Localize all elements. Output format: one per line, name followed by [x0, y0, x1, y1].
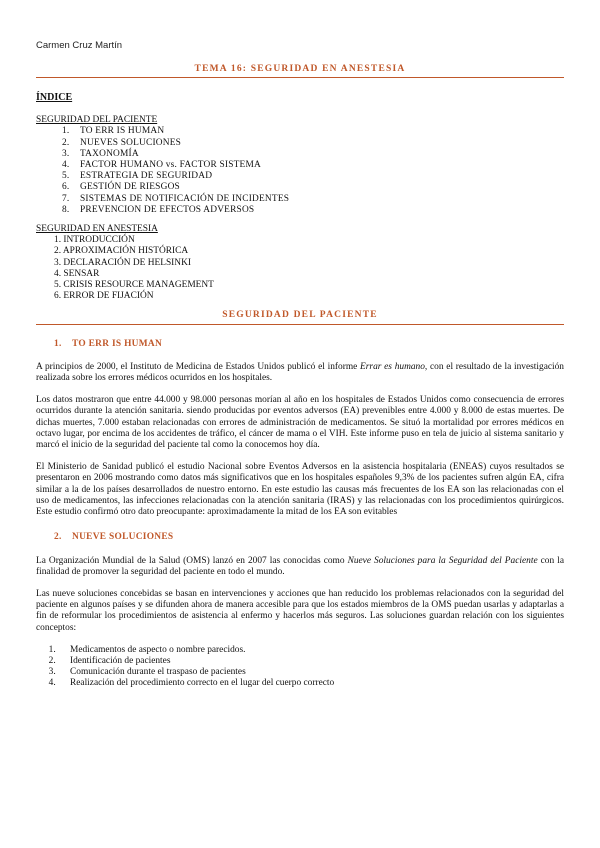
- toc-anesthesia-heading: SEGURIDAD EN ANESTESIA: [36, 224, 158, 235]
- toc-item: 6. GESTIÓN DE RIESGOS: [72, 182, 564, 193]
- list-item: 1. Medicamentos de aspecto o nombre parecidos.: [58, 645, 564, 656]
- toc-item: 4. FACTOR HUMANO vs. FACTOR SISTEMA: [72, 160, 564, 171]
- toc-item: 3. TAXONOMÍA: [72, 149, 564, 160]
- author-name: Carmen Cruz Martín: [36, 40, 123, 51]
- subsection-number: 1.: [54, 338, 62, 349]
- toc-patient-heading: SEGURIDAD DEL PACIENTE: [36, 115, 158, 126]
- toc-item: 5. ESTRATEGIA DE SEGURIDAD: [72, 171, 564, 182]
- toc-item: 8. PREVENCION DE EFECTOS ADVERSOS: [72, 205, 564, 216]
- toc-item: 7. SISTEMAS DE NOTIFICACIÓN DE INCIDENTES: [72, 194, 564, 205]
- toc-item: 3. DECLARACIÓN DE HELSINKI: [54, 257, 191, 268]
- paragraph: El Ministerio de Sanidad publicó el estudio Nacional sobre Eventos Adversos en la asistencia hospitalaria (ENEAS) cuyos resultados se presentaron en 2006 mostrando como datos más significativos que en los hospitales españoles 9,3% de los pacientes sufren algún EA, cifra similar a la de los países desarrollados de nuestro entorno. En este estudio las causas más frecuentes de los EA son las relacionadas con el uso de medicamentos, las infecciones relacionadas con la atención sanitaria (IRAS) y las relacionadas con los procedimientos quirúrgicos. Este estudio confirmó otro dato preocupante: aproximadamente la mitad de los EA son evitables: [36, 462, 564, 518]
- paragraph: [36, 556, 564, 578]
- list-item: 4. Realización del procedimiento correcto en el lugar del cuerpo correcto: [58, 678, 564, 689]
- toc-item: 2. NUEVES SOLUCIONES: [72, 138, 564, 149]
- list-item: 3. Comunicación durante el traspaso de pacientes: [58, 667, 564, 678]
- paragraph: Los datos mostraron que entre 44.000 y 98.000 personas morían al año en los hospitales de Estados Unidos como consecuencia de errores ocurridos durante la atención sanitaria. siendo producidas por eventos adversos (EA) prevenibles entre 4.000 y 8.000 de estas muertes. De dichas muertes, 7.000 estaban relacionadas con errores de administración de medicamentos. Se situó la mortalidad por errores médicos en octavo lugar, por encima de los accidentes de tráfico, el cáncer de mama o el VIH. Este informe puso en tela de juicio al sistema sanitario y marcó el inicio de la seguridad del paciente tal como la conocemos hoy día.: [36, 395, 564, 451]
- toc-patient-list: [36, 126, 564, 216]
- report-title: Errar es humano: [360, 361, 425, 372]
- paragraph: Las nueve soluciones concebidas se basan en intervenciones y acciones que han reducido los problemas relacionados con la seguridad del paciente en algunos países y se difunden ahora de manera accesible para que los estados miembros de la OMS puedan usarlas y adaptarlas a fin de reformular los procedimientos de asistencia al enfermo y hacerlos más seguros. Las soluciones guardan relación con los siguientes conceptos:: [36, 588, 564, 633]
- paragraph: [36, 362, 564, 384]
- document-body: [36, 92, 564, 690]
- index-heading: ÍNDICE: [36, 92, 73, 103]
- subsection-heading: [54, 339, 564, 350]
- toc-item: 2. APROXIMACIÓN HISTÓRICA: [54, 246, 189, 257]
- toc-item: 5. CRISIS RESOURCE MANAGEMENT: [54, 280, 214, 291]
- list-item: 2. Identificación de pacientes: [58, 656, 564, 667]
- section-title: SEGURIDAD DEL PACIENTE: [36, 310, 564, 324]
- subsection-title: NUEVE SOLUCIONES: [72, 532, 174, 543]
- toc-anesthesia-list: [36, 235, 564, 302]
- paragraph-text: A principios de 2000, el Instituto de Medicina de Estados Unidos publicó el informe: [36, 361, 361, 372]
- toc-item: 4. SENSAR: [54, 268, 100, 279]
- subsection-number: 2.: [54, 532, 62, 543]
- paragraph-text: con la finalidad de promover la seguridad del paciente en todo el mundo.: [36, 555, 564, 577]
- subsection-heading: [54, 532, 564, 543]
- toc-item: 1. INTRODUCCIÓN: [54, 235, 135, 246]
- paragraph-text: La Organización Mundial de la Salud (OMS) lanzó en 2007 las conocidas como: [36, 555, 348, 566]
- paragraph-text: , con el resultado de la investigación realizada sobre los errores médicos ocurridos en los hospitales.: [36, 361, 564, 384]
- subsection-title: TO ERR IS HUMAN: [72, 338, 163, 349]
- concepts-list: [36, 645, 564, 690]
- toc-item: 6. ERROR DE FIJACIÓN: [54, 291, 154, 302]
- page-title: TEMA 16: SEGURIDAD EN ANESTESIA: [36, 64, 564, 78]
- program-title: Nueve Soluciones para la Seguridad del Paciente: [347, 555, 538, 566]
- toc-item: 1. TO ERR IS HUMAN: [72, 126, 564, 137]
